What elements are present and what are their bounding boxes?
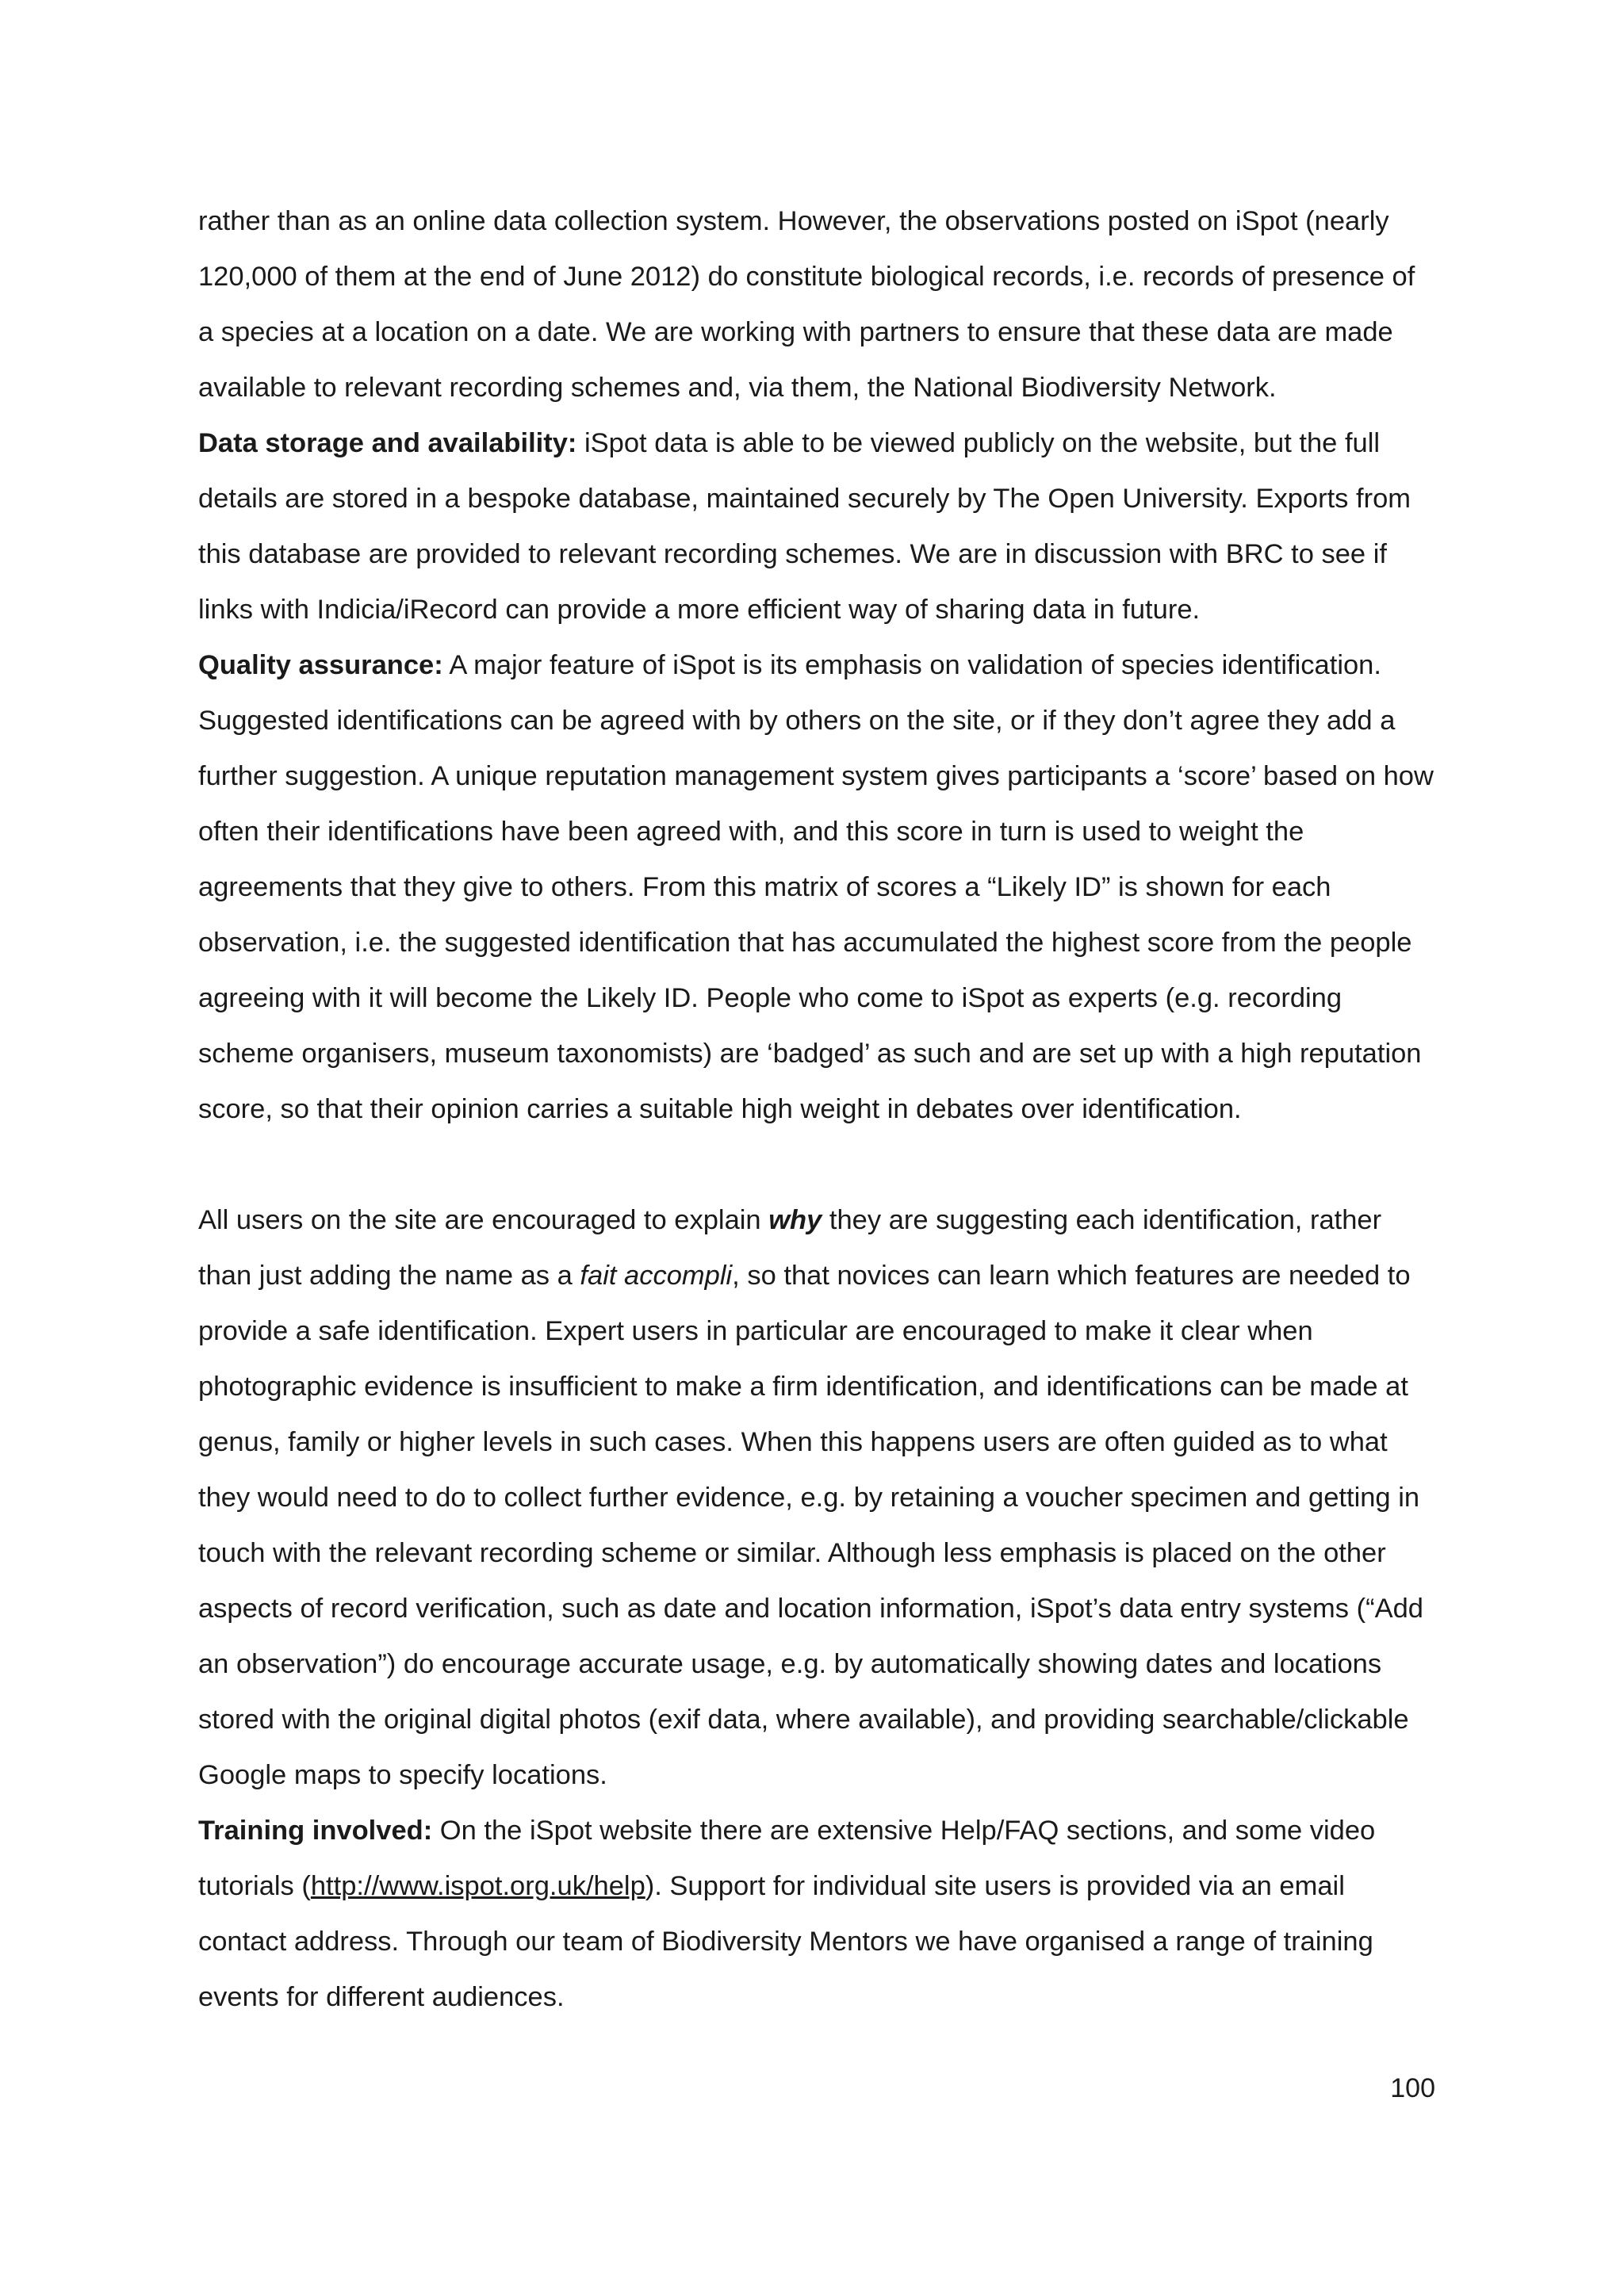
users-emphasis-why: why — [768, 1205, 822, 1235]
data-storage-text: iSpot data is able to be viewed publicly on the website, but the full details are stored in a bespoke database, maintained securely by The Open University. Exports from this database are provided to relevant recording schemes. We are in discussion with BRC to see if links with Indicia/iRecord can provide a more efficient way of sharing data in future. — [198, 428, 1411, 625]
training-paragraph — [198, 1803, 1435, 2025]
help-link[interactable]: http://www.ispot.org.uk/help — [310, 1871, 645, 1901]
training-text-a: On the iSpot website there are extensive Help/FAQ sections, and some video tutorials ( — [198, 1816, 1376, 1901]
data-storage-paragraph — [198, 415, 1435, 637]
training-text-b: ). Support for individual site users is provided via an email contact address. Through our team of Biodiversity Mentors we have organised a range of training events for different audiences. — [198, 1871, 1373, 2012]
users-text-a: All users on the site are encouraged to explain — [198, 1205, 769, 1235]
page-body — [198, 193, 1435, 2025]
quality-assurance-label: Quality assurance: — [198, 650, 443, 680]
users-emphasis-fait-accompli: fait accompli — [580, 1261, 733, 1291]
users-text-c: , so that novices can learn which features are needed to provide a safe identification. Expert users in particular are encouraged to make it clear when photographic evidence is insufficient to make a firm identification, and identifications can be made at genus, family or higher levels in such cases. When this happens users are often guided as to what they would need to do to collect further evidence, e.g. by retaining a voucher specimen and getting in touch with the relevant recording scheme or similar. Although less emphasis is placed on the other aspects of record verification, such as date and location information, iSpot’s data entry systems (“Add an observation”) do encourage accurate usage, e.g. by automatically showing dates and locations stored with the original digital photos (exif data, where available), and providing searchable/clickable Google maps to specify locations. — [198, 1261, 1423, 1790]
intro-paragraph — [198, 193, 1435, 415]
training-label: Training involved: — [198, 1816, 433, 1846]
data-storage-label: Data storage and availability: — [198, 428, 577, 458]
quality-assurance-text: A major feature of iSpot is its emphasis on validation of species identification. Suggested identifications can be agreed with by others on the site, or if they don’t agree they add a further suggestion. A unique reputation management system gives participants a ‘score’ based on how often their identifications have been agreed with, and this score in turn is used to weight the agreements that they give to others. From this matrix of scores a “Likely ID” is shown for each observation, i.e. the suggested identification that has accumulated the highest score from the people agreeing with it will become the Likely ID. People who come to iSpot as experts (e.g. recording scheme organisers, museum taxonomists) are ‘badged’ as such and are set up with a high reputation score, so that their opinion carries a suitable high weight in debates over identification. — [198, 650, 1434, 1124]
quality-assurance-paragraph — [198, 637, 1435, 1137]
users-text-b: they are suggesting each identification, rather than just adding the name as a — [198, 1205, 1382, 1291]
page-number: 100 — [1390, 2073, 1435, 2103]
users-paragraph — [198, 1192, 1435, 1803]
intro-text: rather than as an online data collection system. However, the observations posted on iSpot (nearly 120,000 of them at the end of June 2012) do constitute biological records, i.e. records of presence of a species at a location on a date. We are working with partners to ensure that these data are made available to relevant recording schemes and, via them, the National Biodiversity Network. — [198, 206, 1415, 403]
